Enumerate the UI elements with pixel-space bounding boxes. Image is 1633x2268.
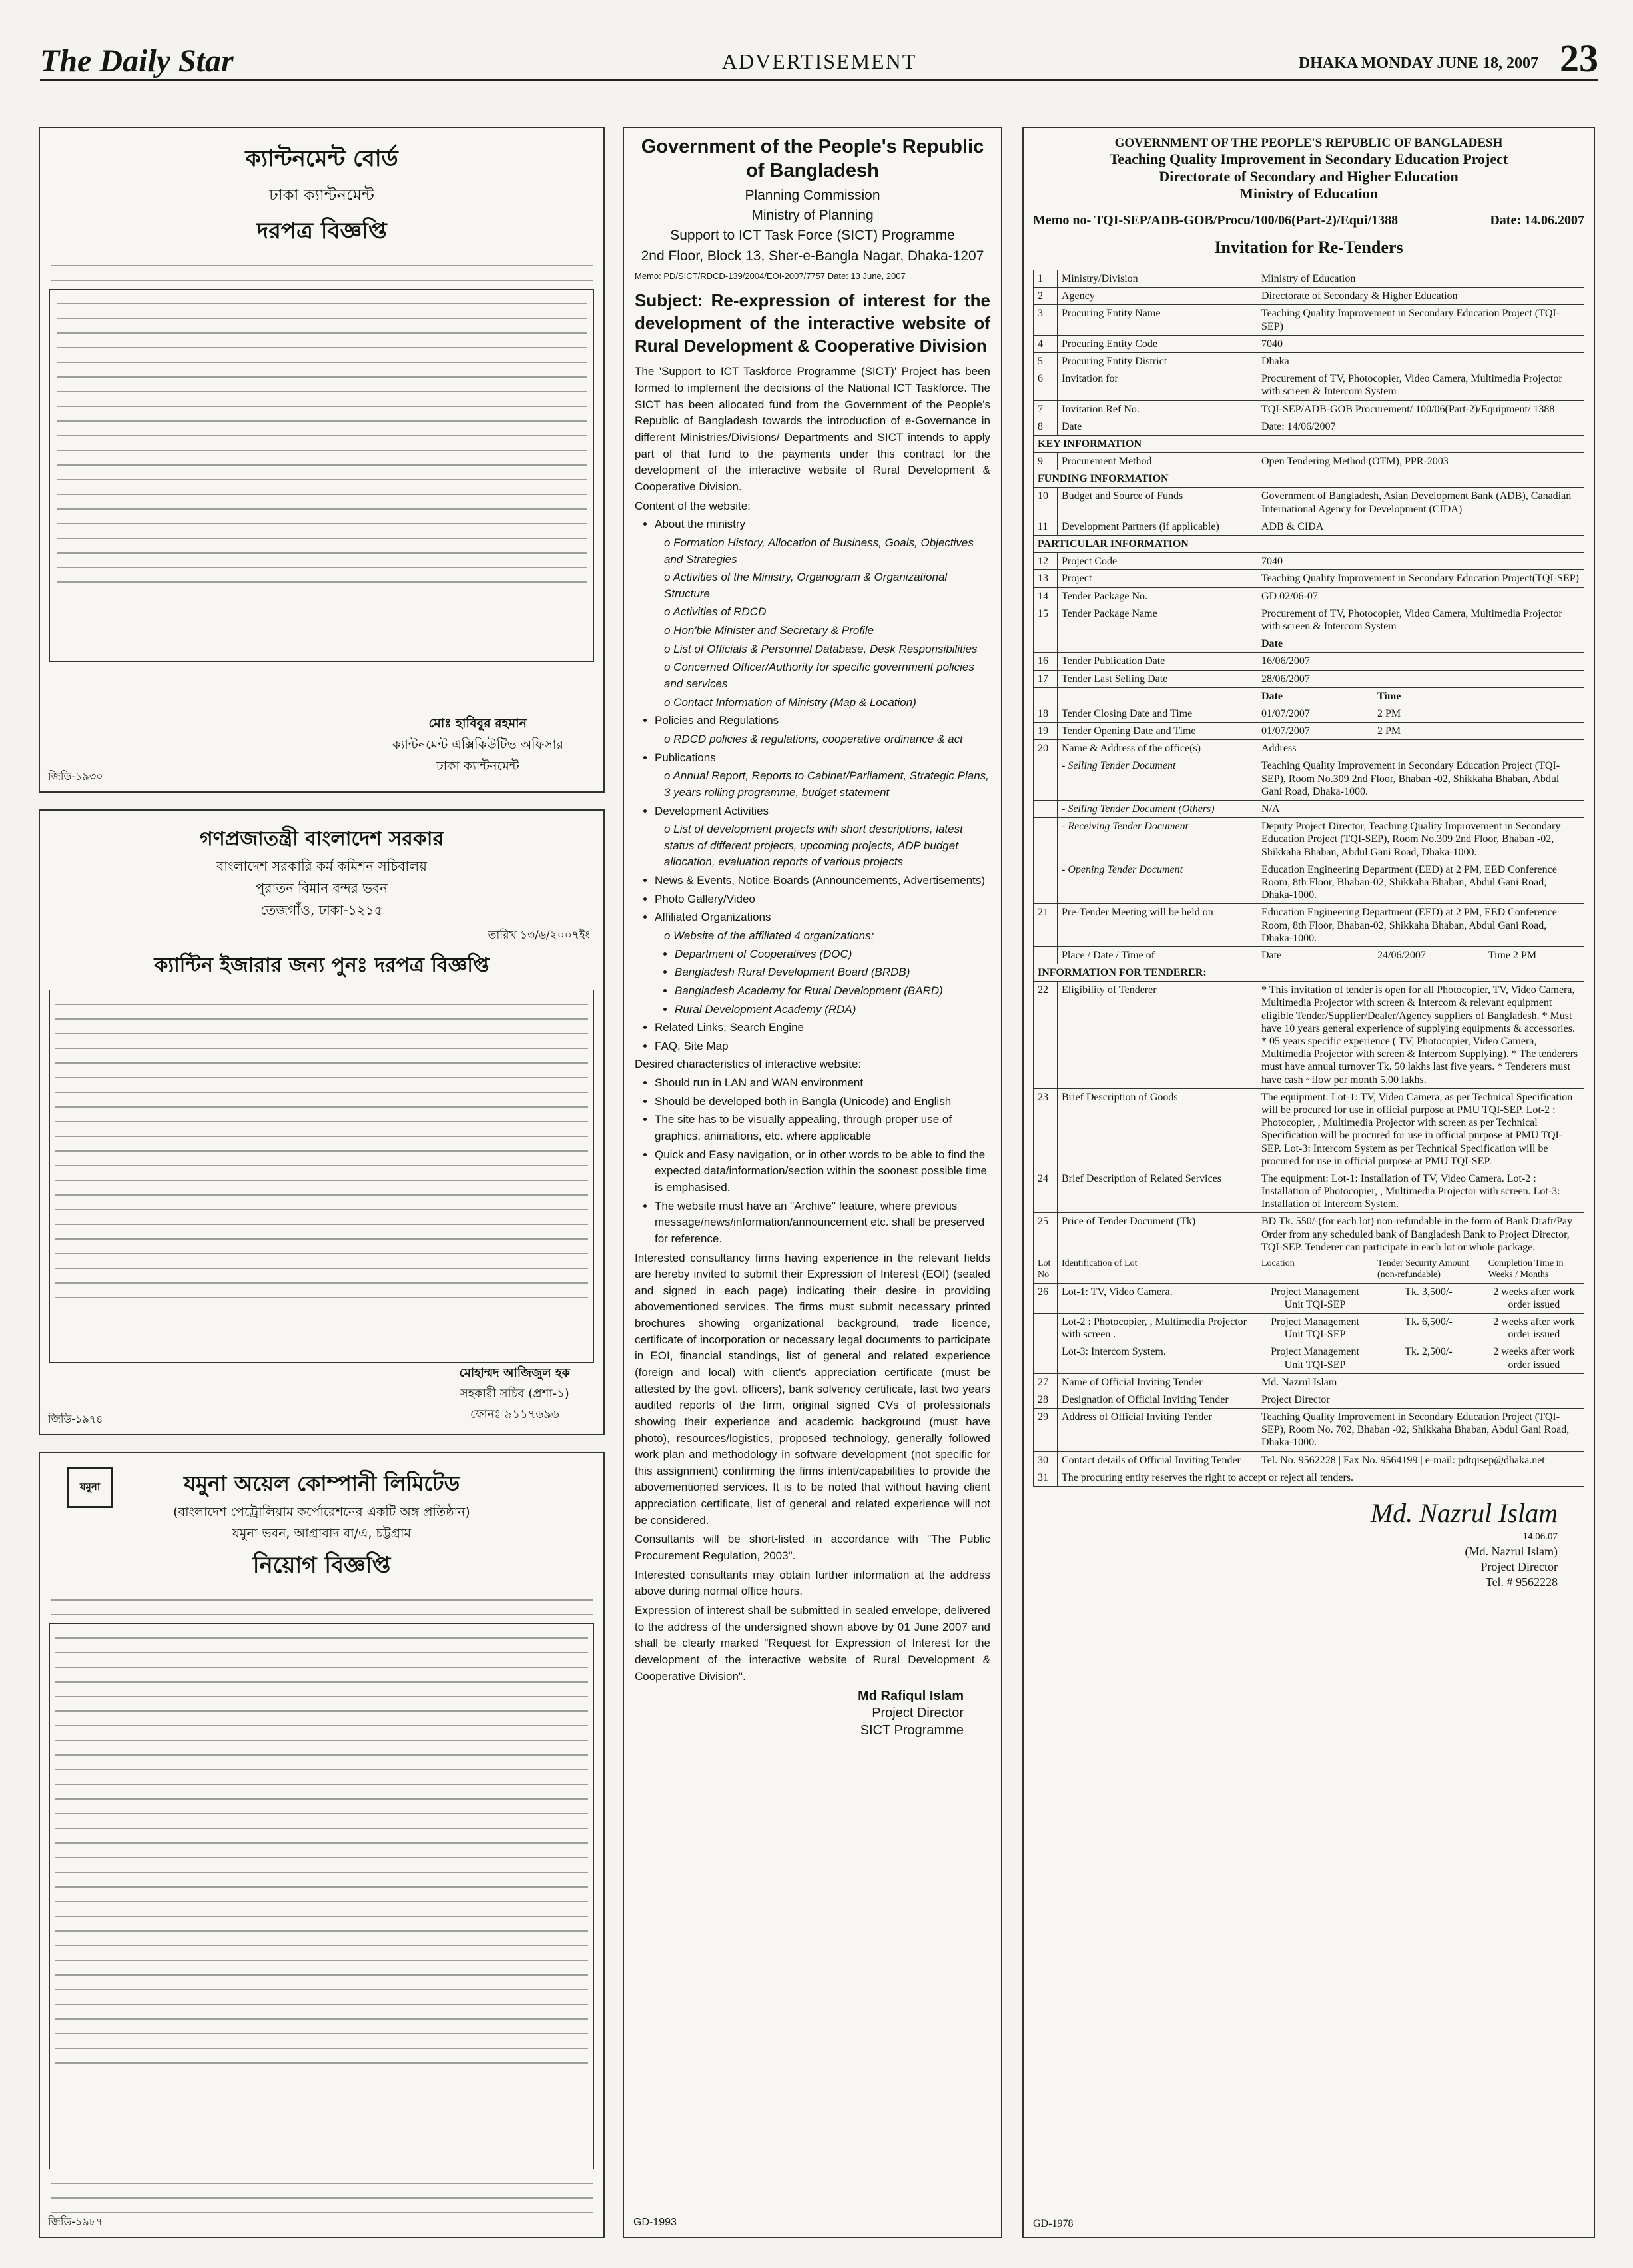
tqi-cell: Ministry/Division: [1058, 270, 1257, 288]
ict-desired-item: • Should run in LAN and WAN environment: [655, 1075, 990, 1092]
ict-commission: Planning Commission: [745, 187, 880, 203]
tqi-cell: Date: [1058, 418, 1257, 435]
tqi-cell: Procurement of TV, Photocopier, Video Camera, Multimedia Projector with screen & Intercom System: [1257, 605, 1584, 635]
tqi-cell: Teaching Quality Improvement in Secondary Education Project (TQI-SEP), Room No. 702, Bhaban -02, Shikkaha Bhaban, Abdul Gani Road, Dhaka-1000.: [1257, 1409, 1584, 1452]
tqi-memo-line: [1033, 213, 1584, 228]
table-row: [1034, 370, 1584, 400]
tqi-cell: Dhaka: [1257, 352, 1584, 370]
tqi-cell: N/A: [1257, 801, 1584, 818]
ict-desired-label: Desired characteristics of interactive website:: [635, 1058, 862, 1071]
tqi-cell: Teaching Quality Improvement in Secondary Education Project(TQI-SEP): [1257, 570, 1584, 587]
tqi-cell: Brief Description of Related Services: [1058, 1170, 1257, 1213]
ict-programme: Support to ICT Task Force (SICT) Programme: [670, 228, 955, 244]
table-row: [1034, 635, 1584, 653]
tqi-code: GD-1978: [1033, 2218, 1074, 2229]
ict-content-item: • Photo Gallery/Video: [655, 891, 990, 908]
tqi-cell: Project Management Unit TQI-SEP: [1257, 1313, 1373, 1343]
tqi-cell: 17: [1034, 670, 1058, 687]
table-row: [1034, 1283, 1584, 1313]
tqi-cell: 16/06/2007: [1257, 653, 1373, 670]
tqi-cell: 28/06/2007: [1257, 670, 1373, 687]
ict-para2: Interested consultancy firms having experience in the relevant fields are hereby invited to submit their Expression of Interest (EOI) (sealed and signed in each page) indicating their desire in providing abovementioned services. The firms must submit necessary printed brochures showing organizational background, trade licence, certificate of incorporation or necessary legal documents to participate in EOI, financial standings, list of general and related experience (foreign and local) with client's appreciation certificate (must be attested by the govt. officers), bank solvency certificate, last two years audited reports of the firm, original signed CVs of professionals showing their experience and academic background (must have photo), resources/logistics, proposed technology, generally followed work plan and methodology in software development (not specific for this assignment) confirming the firms intent/capabilities to provide the abovementioned services. It is to be noted that without having client appreciation certificate, list of general and related experience will not be considered.: [635, 1251, 990, 1527]
ict-content-item: o RDCD policies & regulations, cooperative ordinance & act: [664, 732, 963, 745]
tqi-cell: Teaching Quality Improvement in Secondary Education Project (TQI-SEP), Room No.309 2nd Floor, Bhaban -02, Shikkaha Bhaban, Abdul Gani Road, Dhaka-1000.: [1257, 757, 1584, 801]
table-row: [1034, 1469, 1584, 1486]
ict-content-item: • Policies and Regulations: [655, 713, 990, 729]
ict-content-item: o List of development projects with short descriptions, latest status of different projects, upcoming projects, ADP budget allocation, evaluation reports of various projects: [664, 823, 963, 869]
ad1-title: ক্যান্টনমেন্ট বোর্ড: [245, 145, 398, 172]
tqi-h2: Teaching Quality Improvement in Secondary Education Project: [1109, 151, 1508, 167]
tqi-cell: Invitation Ref No.: [1058, 400, 1257, 418]
table-row: [1034, 861, 1584, 904]
ict-signer-t2: SICT Programme: [860, 1723, 964, 1738]
table-row: [1034, 570, 1584, 587]
tqi-cell: 22: [1034, 982, 1058, 1089]
tqi-cell: Name & Address of the office(s): [1058, 740, 1257, 757]
tqi-cell: [1034, 1343, 1058, 1373]
ict-content-item: • Bangladesh Academy for Rural Development (BARD): [675, 983, 990, 1000]
ad3-heading: নিয়োগ বিজ্ঞপ্তি: [252, 1552, 391, 1579]
tqi-cell: Teaching Quality Improvement in Secondary Education Project (TQI-SEP): [1257, 305, 1584, 335]
sict-eoi-ad: [623, 127, 1002, 2238]
ad1-signer-title: ক্যান্টনমেন্ট এক্সিকিউটিভ অফিসার: [392, 737, 563, 752]
tqi-cell: Invitation for: [1058, 370, 1257, 400]
ict-desired-item: • Should be developed both in Bangla (Unicode) and English: [655, 1094, 990, 1110]
ad3-code: জিডি-১৯৮৭: [48, 2215, 103, 2228]
table-row: [1034, 1343, 1584, 1373]
tqi-cell: Location: [1257, 1256, 1373, 1284]
table-row: [1034, 946, 1584, 964]
tqi-cell: Procuring Entity District: [1058, 352, 1257, 370]
tqi-cell: 1: [1034, 270, 1058, 288]
ict-content-item: o Website of the affiliated 4 organizations:: [664, 929, 874, 942]
tqi-cell: 20: [1034, 740, 1058, 757]
jamuna-logo: যমুনা: [67, 1467, 113, 1508]
table-row: [1034, 605, 1584, 635]
ict-content-item: • About the ministry: [655, 516, 990, 533]
tqi-cell: 10: [1034, 488, 1058, 518]
tqi-cell: BD Tk. 550/-(for each lot) non-refundable in the form of Bank Draft/Pay Order from any scheduled bank of Bangladesh Bank to Project Director, TQI-SEP. Tenderer can participate in each lot or whole package.: [1257, 1213, 1584, 1256]
tqi-cell: 9: [1034, 453, 1058, 470]
tqi-cell: Eligibility of Tenderer: [1058, 982, 1257, 1089]
tqi-cell: Tender Closing Date and Time: [1058, 705, 1257, 722]
table-row: [1034, 982, 1584, 1089]
tqi-cell: Completion Time in Weeks / Months: [1484, 1256, 1584, 1284]
ad1-heading: দরপত্র বিজ্ঞপ্তি: [256, 218, 387, 244]
canteen-lease-ad: [39, 809, 605, 1435]
ad2-line3: তেজগাঁও, ঢাকা-১২১৫: [260, 902, 383, 918]
tqi-cell: Designation of Official Inviting Tender: [1058, 1391, 1257, 1408]
jamuna-oil-ad: [39, 1452, 605, 2238]
tqi-cell: Tender Package Name: [1058, 605, 1257, 635]
tqi-cell: Lot No: [1034, 1256, 1058, 1284]
table-header-row: [1034, 1256, 1584, 1284]
ict-content-item: • FAQ, Site Map: [655, 1038, 990, 1055]
tqi-cell: The equipment: Lot-1: Installation of TV, Video Camera. Lot-2 : Installation of Photocopier, , Multimedia Projector with screen. Lot-3: Installation of Intercom System.: [1257, 1170, 1584, 1213]
tqi-cell: Time: [1373, 687, 1584, 705]
tqi-cell: The procuring entity reserves the right to accept or reject all tenders.: [1058, 1469, 1584, 1486]
tqi-cell: Tk. 3,500/-: [1373, 1283, 1484, 1313]
tqi-cell: Place / Date / Time of: [1058, 946, 1257, 964]
tqi-cell: Tel. No. 9562228 | Fax No. 9564199 | e-mail: pdtqisep@dhaka.net: [1257, 1451, 1584, 1469]
tqi-sep-retender-ad: [1022, 127, 1595, 2238]
tqi-cell: Education Engineering Department (EED) at 2 PM, EED Conference Room, 8th Floor, Bhaban-02, Shikkaha Bhaban, Abdul Gani Road, Dhaka-1000.: [1257, 861, 1584, 904]
tqi-cell: Tender Last Selling Date: [1058, 670, 1257, 687]
table-row: [1034, 335, 1584, 352]
ict-content-item: o Activities of RDCD: [664, 605, 767, 619]
table-row: [1034, 757, 1584, 801]
table-row: [1034, 288, 1584, 305]
ict-content-item: o Hon'ble Minister and Secretary & Profile: [664, 624, 874, 637]
tqi-cell: Price of Tender Document (Tk): [1058, 1213, 1257, 1256]
tqi-cell: Pre-Tender Meeting will be held on: [1058, 904, 1257, 947]
tqi-cell: 12: [1034, 553, 1058, 570]
ict-content-item: o Concerned Officer/Authority for specific government policies and services: [664, 661, 974, 691]
ad2-signer-title: সহকারী সচিব (প্রশা-১): [460, 1387, 569, 1401]
tqi-cell: 25: [1034, 1213, 1058, 1256]
table-row: [1034, 400, 1584, 418]
ad2-title: গণপ্রজাতন্ত্রী বাংলাদেশ সরকার: [200, 827, 444, 851]
tqi-cell: Project Management Unit TQI-SEP: [1257, 1343, 1373, 1373]
tqi-cell: Agency: [1058, 288, 1257, 305]
tqi-cell: Tender Security Amount (non-refundable): [1373, 1256, 1484, 1284]
ict-subject: Subject: Re-expression of interest for the development of the interactive website of Rural Development & Cooperative Division: [635, 290, 990, 356]
ict-desired-item: • The site has to be visually appealing, through proper use of graphics, animations, etc. where applicable: [655, 1112, 990, 1144]
table-row: [1034, 270, 1584, 288]
tqi-cell: Lot-2 : Photocopier, , Multimedia Projector with screen .: [1058, 1313, 1257, 1343]
table-row: [1034, 740, 1584, 757]
tqi-cell: Procuring Entity Name: [1058, 305, 1257, 335]
table-row: [1034, 904, 1584, 947]
tqi-cell: 8: [1034, 418, 1058, 435]
tqi-cell: Government of Bangladesh, Asian Development Bank (ADB), Canadian International Agency for Development (CIDA): [1257, 488, 1584, 518]
tqi-cell: Project: [1058, 570, 1257, 587]
tqi-h1: GOVERNMENT OF THE PEOPLE'S REPUBLIC OF BANGLADESH: [1114, 136, 1503, 150]
tqi-cell: 29: [1034, 1409, 1058, 1452]
tqi-cell: Procurement of TV, Photocopier, Video Camera, Multimedia Projector with screen & Intercom System: [1257, 370, 1584, 400]
tqi-cell: 18: [1034, 705, 1058, 722]
tqi-cell: ADB & CIDA: [1257, 518, 1584, 535]
tqi-sig-date: 14.06.07: [1522, 1531, 1558, 1543]
ad1-signature-block: [392, 714, 563, 778]
tqi-cell: 2 weeks after work order issued: [1484, 1283, 1584, 1313]
tqi-cell: [1484, 946, 1584, 964]
ict-signature-block: [635, 1687, 964, 1739]
tqi-cell: * This invitation of tender is open for all Photocopier, TV, Video Camera, Multimedia Projector with screen & Intercom & relevant equipment eligible Tender/Supplier/Dealer/Agency suppliers of Bangladesh. * Must have 10 years general experience of supplying equipments & accessories. * 05 years specific experience ( TV, Photocopier, Video Camera, Multimedia Projector with screen & Intercom Supplying). * The tenderers must have annual turnover Tk. 50 lakhs last five years. * Tenderers must have cash ~flow per month 5.00 lakhs.: [1257, 982, 1584, 1089]
ict-memo: Memo: PD/SICT/RDCD-139/2004/EOI-2007/7757 Date: 13 June, 2007: [635, 271, 906, 282]
tqi-cell: 11: [1034, 518, 1058, 535]
table-row: [1034, 670, 1584, 687]
tqi-cell: Identification of Lot: [1058, 1256, 1257, 1284]
tqi-cell: The equipment: Lot-1: TV, Video Camera, as per Technical Specification will be procured for use in official purpose at PMU TQI-SEP. Lot-2 : Photocopier, , Multimedia Projector with screen as per Technical Specification will be procured for use in official purpose at PMU TQI-SEP. Lot-3: Intercom System as per Technical Specification will be procured for use in official purpose at PMU TQI-SEP.: [1257, 1088, 1584, 1170]
section-header: [1034, 435, 1584, 452]
ict-signer-t1: Project Director: [872, 1706, 964, 1721]
tqi-cell: 2 PM: [1373, 723, 1584, 740]
tqi-cell: 7040: [1257, 553, 1584, 570]
ad1-body-text: [51, 260, 593, 281]
ad1-code: জিডি-১৯৩০: [48, 770, 103, 783]
tqi-cell: Tender Publication Date: [1058, 653, 1257, 670]
tqi-cell: Date: [1257, 687, 1373, 705]
ict-content-item: • News & Events, Notice Boards (Announcements, Advertisements): [655, 873, 990, 889]
ict-gov: Government of the People's Republic of Bangladesh: [641, 136, 984, 182]
tqi-cell: 19: [1034, 723, 1058, 740]
ad2-code: জিডি-১৯৭৪: [48, 1413, 103, 1425]
tqi-cell: Tender Package No.: [1058, 587, 1257, 605]
tqi-sig-t2: Tel. # 9562228: [1485, 1575, 1558, 1589]
ict-content-item: o Contact Information of Ministry (Map & Location): [664, 695, 916, 709]
tqi-cell: Lot-1: TV, Video Camera.: [1058, 1283, 1257, 1313]
ict-ministry: Ministry of Planning: [751, 207, 874, 223]
tqi-cell: Project Management Unit TQI-SEP: [1257, 1283, 1373, 1313]
tqi-cell: Date: [1257, 946, 1373, 964]
tqi-cell: [1373, 653, 1584, 670]
table-row: [1034, 1213, 1584, 1256]
ict-content-item: • Department of Cooperatives (DOC): [675, 946, 990, 963]
ad2-line2: পুরাতন বিমান বন্দর ভবন: [255, 880, 388, 896]
tqi-cell: Lot-3: Intercom System.: [1058, 1343, 1257, 1373]
tqi-signature-block: [1033, 1496, 1558, 1591]
tqi-cell: 13: [1034, 570, 1058, 587]
tqi-cell: 15: [1034, 605, 1058, 635]
tqi-cell: Procuring Entity Code: [1058, 335, 1257, 352]
table-row: [1034, 1313, 1584, 1343]
table-row: [1034, 453, 1584, 470]
ict-para3: Consultants will be short-listed in accordance with "The Public Procurement Regulation, 2003".: [635, 1533, 990, 1563]
ad2-signature-block: [460, 1363, 570, 1425]
newspaper-logo: The Daily Star: [40, 43, 234, 79]
ict-content-item: • Publications: [655, 750, 990, 767]
ict-para4: Interested consultants may obtain further information at the address above during normal office hours.: [635, 1568, 990, 1598]
ict-content-item: o Annual Report, Reports to Cabinet/Parliament, Strategic Plans, 3 years rolling programme, budget statement: [664, 769, 989, 799]
ad3-title: যমুনা অয়েল কোম্পানী লিমিটেড: [183, 1471, 460, 1496]
table-row: [1034, 653, 1584, 670]
ict-content-item: o Activities of the Ministry, Organogram & Organizational Structure: [664, 571, 948, 600]
ad1-signer-place: ঢাকা ক্যান্টনমেন্ট: [436, 759, 519, 773]
tqi-cell: [1373, 670, 1584, 687]
tqi-cell: 16: [1034, 653, 1058, 670]
table-row: [1034, 1451, 1584, 1469]
tqi-cell: 2: [1034, 288, 1058, 305]
ad2-signer: মোহাম্মদ আজিজুল হক: [459, 1366, 570, 1380]
tqi-cell: Budget and Source of Funds: [1058, 488, 1257, 518]
ad2-date: তারিখ ১৩/৬/২০০৭ইং: [488, 929, 590, 942]
table-row: [1034, 587, 1584, 605]
table-row: [1034, 1088, 1584, 1170]
tqi-cell: Directorate of Secondary & Higher Education: [1257, 288, 1584, 305]
ict-address: 2nd Floor, Block 13, Sher-e-Bangla Nagar, Dhaka-1207: [641, 248, 984, 264]
tqi-cell: TQI-SEP/ADB-GOB Procurement/ 100/06(Part-2)/Equipment/ 1388: [1257, 400, 1584, 418]
ict-desired-list: [647, 1075, 990, 1247]
tqi-cell: Development Partners (if applicable): [1058, 518, 1257, 535]
tqi-cell: PARTICULAR INFORMATION: [1034, 536, 1584, 553]
table-row: [1034, 801, 1584, 818]
tqi-cell: Tender Opening Date and Time: [1058, 723, 1257, 740]
table-row: [1034, 418, 1584, 435]
tqi-cell: Address of Official Inviting Tender: [1058, 1409, 1257, 1452]
tqi-cell: - Opening Tender Document: [1058, 861, 1257, 904]
tqi-cell: Date: [1257, 635, 1584, 653]
tqi-cell: Name of Official Inviting Tender: [1058, 1373, 1257, 1391]
masthead: [40, 37, 1598, 81]
tqi-cell: 31: [1034, 1469, 1058, 1486]
ict-signer: Md Rafiqul Islam: [858, 1689, 964, 1704]
table-row: [1034, 1409, 1584, 1452]
tqi-cell: 4: [1034, 335, 1058, 352]
tqi-cell: GD 02/06-07: [1257, 587, 1584, 605]
table-row: [1034, 553, 1584, 570]
ad3-addr: যমুনা ভবন, আগ্রাবাদ বা/এ, চট্টগ্রাম: [232, 1526, 412, 1541]
ad2-phone: ফোনঃ ৯১১৭৬৯৬: [470, 1407, 559, 1421]
tqi-cell: 3: [1034, 305, 1058, 335]
tqi-cell: - Selling Tender Document: [1058, 757, 1257, 801]
tqi-cell: 30: [1034, 1451, 1058, 1469]
tqi-cell: Open Tendering Method (OTM), PPR-2003: [1257, 453, 1584, 470]
tqi-title: Invitation for Re-Tenders: [1214, 238, 1403, 257]
ict-content-list: [647, 516, 990, 1054]
ict-content-item: • Rural Development Academy (RDA): [675, 1002, 990, 1018]
issue-date: DHAKA MONDAY JUNE 18, 2007: [1298, 55, 1538, 72]
tqi-cell: 7: [1034, 400, 1058, 418]
tqi-cell: Brief Description of Goods: [1058, 1088, 1257, 1170]
table-row: [1034, 705, 1584, 722]
tqi-cell: Ministry of Education: [1257, 270, 1584, 288]
tqi-h3: Directorate of Secondary and Higher Education: [1159, 168, 1459, 185]
ict-content-item: • Bangladesh Rural Development Board (BRDB): [675, 964, 990, 981]
tqi-cell: 2 weeks after work order issued: [1484, 1313, 1584, 1343]
tqi-cell: 5: [1034, 352, 1058, 370]
tqi-cell: Education Engineering Department (EED) at 2 PM, EED Conference Room, 8th Floor, Bhaban-02, Shikkaha Bhaban, Abdul Gani Road, Dhaka-1000.: [1257, 904, 1584, 947]
tqi-cell: Date: 14/06/2007: [1257, 418, 1584, 435]
section-header: [1034, 964, 1584, 982]
tqi-cell: 6: [1034, 370, 1058, 400]
tqi-cell: Address: [1257, 740, 1584, 757]
table-row: [1034, 818, 1584, 861]
tqi-cell: 27: [1034, 1373, 1058, 1391]
ict-code: GD-1993: [633, 2216, 677, 2228]
ad2-line1: বাংলাদেশ সরকারি কর্ম কমিশন সচিবালয়: [216, 858, 427, 874]
table-row: [1034, 352, 1584, 370]
section-header: [1034, 536, 1584, 553]
time-value: 2 PM: [1512, 949, 1537, 961]
ict-content-item: • Development Activities: [655, 803, 990, 820]
tqi-cell: Contact details of Official Inviting Tender: [1058, 1451, 1257, 1469]
tqi-cell: 14: [1034, 587, 1058, 605]
ad2-table: [49, 990, 594, 1363]
ict-desired-item: • Quick and Easy navigation, or in other words to be able to find the expected data/information/section within the soonest possible time is emphasised.: [655, 1147, 990, 1196]
table-row: [1034, 1170, 1584, 1213]
tqi-tender-table: [1033, 270, 1584, 1487]
table-row: [1034, 488, 1584, 518]
table-row: [1034, 1391, 1584, 1408]
tqi-date: Date: 14.06.2007: [1490, 213, 1584, 228]
ad1-table: [49, 289, 594, 662]
ict-content-item: o List of Officials & Personnel Database, Desk Responsibilities: [664, 642, 978, 655]
ad2-heading: ক্যান্টিন ইজারার জন্য পুনঃ দরপত্র বিজ্ঞপ্তি: [154, 954, 490, 977]
ad1-signer: মোঃ হাবিবুর রহমান: [428, 716, 527, 731]
tqi-cell: 24/06/2007: [1373, 946, 1484, 964]
tqi-sig-name: (Md. Nazrul Islam): [1465, 1544, 1558, 1558]
tqi-cell: 24: [1034, 1170, 1058, 1213]
tqi-cell: Tk. 6,500/-: [1373, 1313, 1484, 1343]
table-row: [1034, 723, 1584, 740]
tqi-cell: [1034, 1313, 1058, 1343]
ict-content-item: o Formation History, Allocation of Business, Goals, Objectives and Strategies: [664, 536, 974, 566]
time-label: Time: [1488, 949, 1510, 961]
tqi-cell: 21: [1034, 904, 1058, 947]
tqi-cell: 26: [1034, 1283, 1058, 1313]
table-row: [1034, 305, 1584, 335]
tqi-cell: 28: [1034, 1391, 1058, 1408]
tqi-cell: - Receiving Tender Document: [1058, 818, 1257, 861]
ict-content-item: • Related Links, Search Engine: [655, 1020, 990, 1036]
tqi-cell: 01/07/2007: [1257, 705, 1373, 722]
tqi-cell: 2 PM: [1373, 705, 1584, 722]
tqi-cell: Tk. 2,500/-: [1373, 1343, 1484, 1373]
tqi-cell: FUNDING INFORMATION: [1034, 470, 1584, 488]
tqi-cell: Deputy Project Director, Teaching Quality Improvement in Secondary Education Project (TQI-SEP), Room No.309 2nd Floor, Bhaban -02, Shikkaha Bhaban, Abdul Gani Road, Dhaka-1000.: [1257, 818, 1584, 861]
tqi-cell: 23: [1034, 1088, 1058, 1170]
tqi-cell: Project Director: [1257, 1391, 1584, 1408]
tqi-cell: Project Code: [1058, 553, 1257, 570]
ict-intro: The 'Support to ICT Taskforce Programme (SICT)' Project has been formed to implement the decisions of the National ICT Taskforce. The SICT has been allocated fund from the Government of the People's Republic of Bangladesh towards the introduction of e-Governance in different Ministries/Divisions/ Departments and SICT intends to apply part of that fund to the payments under this contract for the development of the interactive website of Rural Development & Cooperative Division.: [635, 365, 990, 493]
section-title: ADVERTISEMENT: [721, 49, 917, 73]
section-header: [1034, 470, 1584, 488]
tqi-h4: Ministry of Education: [1239, 185, 1378, 202]
ict-content-item: • Affiliated Organizations: [655, 909, 990, 926]
tqi-cell: Procurement Method: [1058, 453, 1257, 470]
ict-desired-item: • The website must have an "Archive" feature, where previous message/news/information/announcement etc. shall be preserved for reference.: [655, 1198, 990, 1248]
tqi-cell: 7040: [1257, 335, 1584, 352]
tqi-cell: 2 weeks after work order issued: [1484, 1343, 1584, 1373]
table-row: [1034, 518, 1584, 535]
tqi-cell: - Selling Tender Document (Others): [1058, 801, 1257, 818]
tqi-cell: INFORMATION FOR TENDERER:: [1034, 964, 1584, 982]
tqi-cell: KEY INFORMATION: [1034, 435, 1584, 452]
cantonment-board-ad: [39, 127, 605, 793]
ict-para5: Expression of interest shall be submitted in sealed envelope, delivered to the address of the undersigned shown above by 01 June 2007 and shall be clearly marked "Request for Expression of Interest for the development of the interactive website of Rural Development & Cooperative Division".: [635, 1603, 990, 1683]
table-row: [1034, 1373, 1584, 1391]
table-row: [1034, 687, 1584, 705]
ict-content-label: Content of the website:: [635, 499, 751, 512]
tqi-memo: Memo no- TQI-SEP/ADB-GOB/Procu/100/06(Part-2)/Equi/1388: [1033, 213, 1399, 228]
page-number: 23: [1560, 37, 1598, 80]
ad3-table: [49, 1623, 594, 2169]
tqi-cell: Md. Nazrul Islam: [1257, 1373, 1584, 1391]
tqi-sig-t1: Project Director: [1480, 1559, 1558, 1573]
tqi-signature: Md. Nazrul Islam: [1370, 1498, 1558, 1529]
ad1-subtitle: ঢাকা ক্যান্টনমেন্ট: [269, 186, 374, 204]
tqi-cell: 01/07/2007: [1257, 723, 1373, 740]
ad3-sub: (বাংলাদেশ পেট্রোলিয়াম কর্পোরেশনের একটি অঙ্গ প্রতিষ্ঠান): [173, 1505, 470, 1519]
